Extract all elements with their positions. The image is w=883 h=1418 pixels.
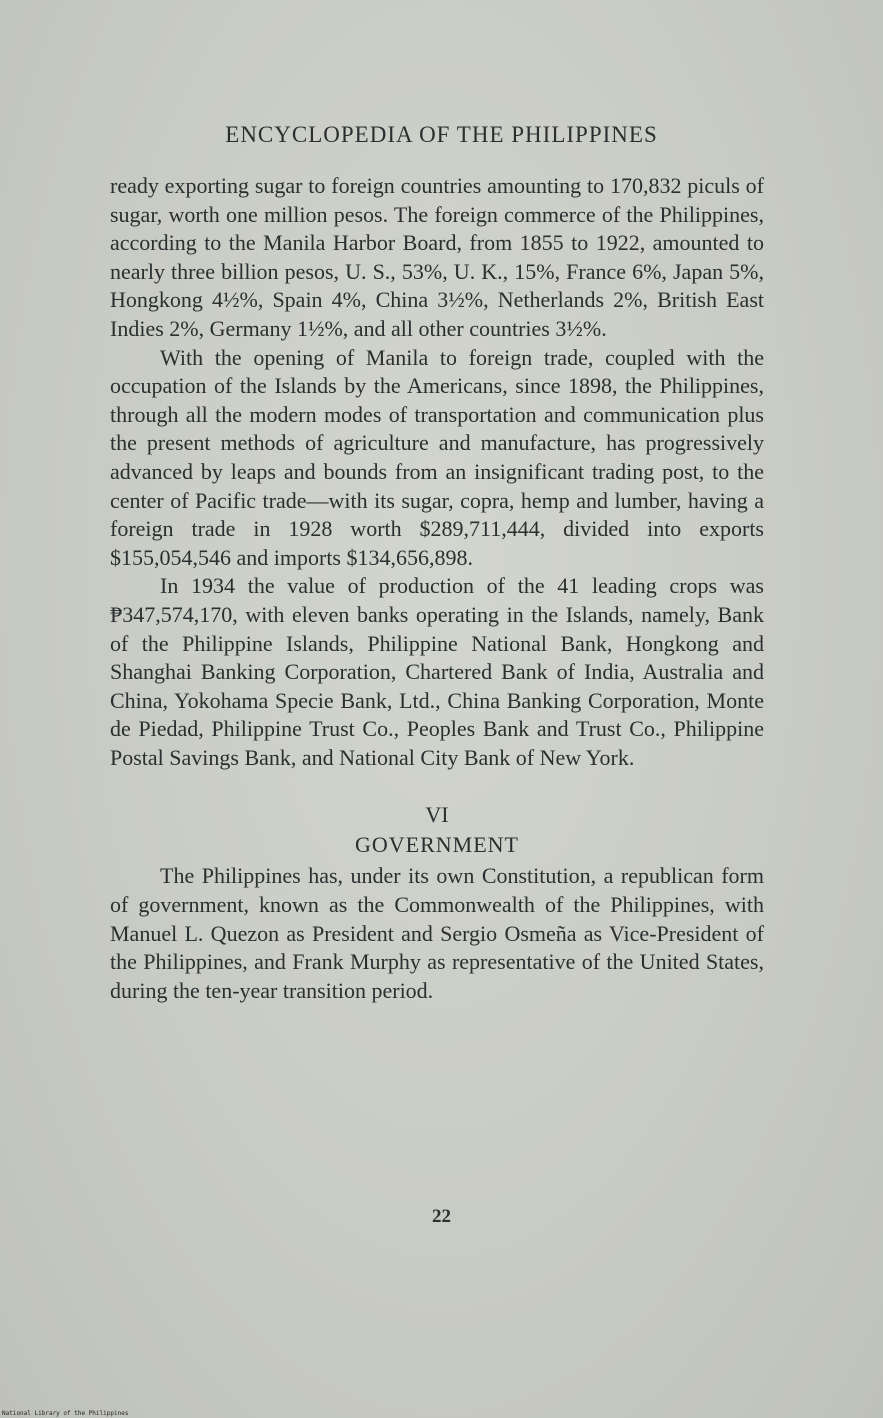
paragraph-government: The Philippines has, under its own Constitution, a republican form of government, known as the Commonwealth of the Philippines, with Manuel L. Quezon as President and Sergio Osmeña as Vice-President of the Philippines, and Frank Murphy as representative of the United States, during the ten-year transition period. xyxy=(110,863,764,1003)
paragraph-foreign-trade: With the opening of Manila to foreign trade, coupled with the occupation of the Islands by the Americans, since 1898, the Philippines, through all the modern modes of transportation and communication plus the present methods of agriculture and manufacture, has progressively advanced by leaps and bounds from an insignificant trading post, to the center of Pacific trade—with its sugar, copra, hemp and lumber, having a foreign trade in 1928 worth $289,711,444, divided into exports $155,054,546 and imports $134,656,898. xyxy=(110,344,764,570)
paragraph-trade-statistics: ready exporting sugar to foreign countries amounting to 170,832 piculs of sugar, worth one million pesos. The foreign commerce of the Philippines, according to the Manila Harbor Board, from 1855 to 1922, amounted to nearly three billion pesos, U. S., 53%, U. K., 15%, France 6%, Japan 5%, Hongkong 4½%, Spain 4%, China 3½%, Netherlands 2%, British East Indies 2%, Germany 1½%, and all other countries 3½%. xyxy=(110,173,764,341)
body-text xyxy=(110,172,764,1005)
page-number: 22 xyxy=(432,1206,451,1227)
running-head: ENCYCLOPEDIA OF THE PHILIPPINES xyxy=(225,122,658,147)
footer-credit: National Library of the Philippines xyxy=(2,1410,129,1417)
paragraph-banks: In 1934 the value of production of the 41 leading crops was ₱347,574,170, with eleven banks operating in the Islands, namely, Bank of the Philippine Islands, Philippine National Bank, Hongkong and Shanghai Banking Corporation, Chartered Bank of India, Australia and China, Yokohama Specie Bank, Ltd., China Banking Corporation, Monte de Piedad, Philippine Trust Co., Peoples Bank and Trust Co., Philippine Postal Savings Bank, and National City Bank of New York. xyxy=(110,573,764,770)
section-number: VI xyxy=(425,802,449,828)
section-title: GOVERNMENT xyxy=(355,832,519,858)
